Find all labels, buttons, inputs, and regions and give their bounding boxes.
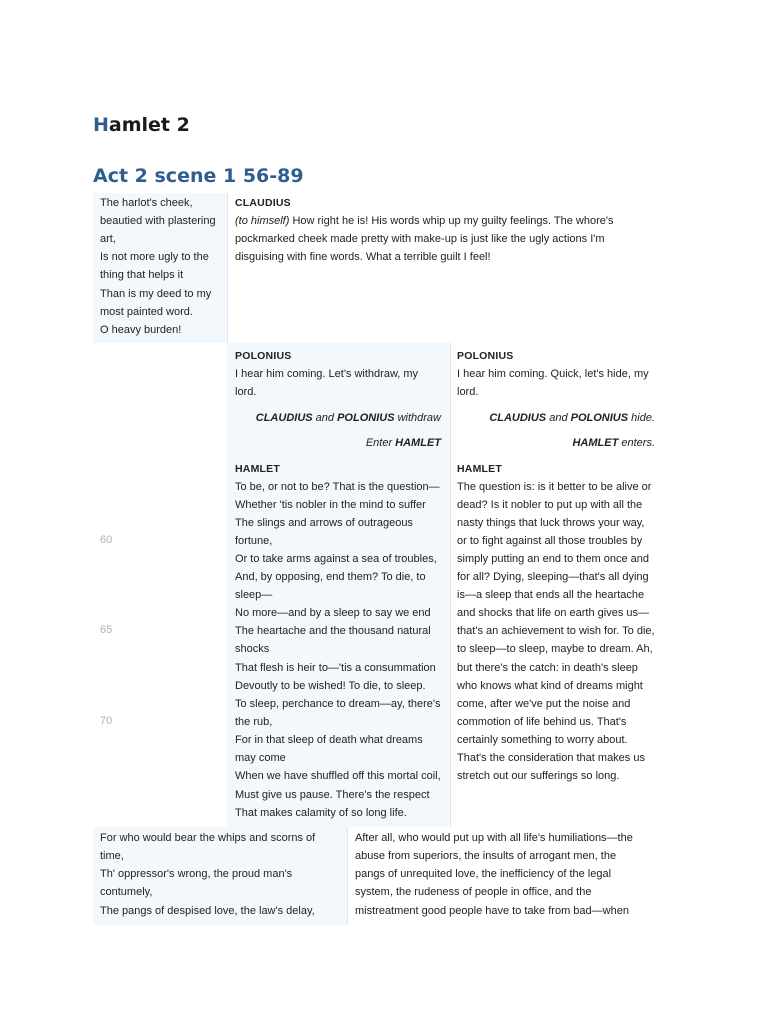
line-number: 65	[100, 624, 113, 636]
document-title	[93, 114, 190, 136]
text-line: beautied with plastering	[100, 215, 216, 227]
text-line: simply putting an end to them once and	[457, 553, 650, 565]
column-divider-top	[227, 193, 228, 343]
title-rest: amlet 2	[108, 114, 190, 136]
text-line: The harlot's cheek,	[100, 197, 193, 209]
text-line: is—a sleep that ends all the heartache	[457, 589, 645, 601]
speaker-hamlet-original: HAMLET	[235, 463, 280, 475]
text-line: the rub,	[235, 716, 273, 728]
text-line: For who would bear the whips and scorns of	[100, 832, 316, 844]
text-line: to sleep—to sleep, maybe to dream. Ah,	[457, 643, 653, 655]
text-line: and shocks that life on earth gives us—	[457, 607, 649, 619]
text-line: art,	[100, 233, 116, 245]
line-number: 70	[100, 715, 113, 727]
stage-direction-withdraw: CLAUDIUS and POLONIUS withdraw	[255, 412, 441, 424]
stage-direction-hide: CLAUDIUS and POLONIUS hide.	[489, 412, 655, 424]
text-line: And, by opposing, end them? To die, to	[235, 571, 426, 583]
section-heading: Act 2 scene 1 56-89	[93, 165, 304, 187]
speaker-claudius: CLAUDIUS	[235, 197, 291, 209]
column-divider-main	[450, 343, 451, 827]
text-line: sleep—	[235, 589, 273, 601]
text-line: I hear him coming. Let's withdraw, my	[235, 368, 419, 380]
text-line: That flesh is heir to—'tis a consummation	[235, 662, 436, 674]
text-line: or to fight against all those troubles by	[457, 535, 643, 547]
title-initial: H	[93, 114, 109, 136]
text-line: abuse from superiors, the insults of arrogant men, the	[355, 850, 617, 862]
text-line: time,	[100, 850, 124, 862]
text-line: come, after we've put the noise and	[457, 698, 631, 710]
text-line: To sleep, perchance to dream—ay, there's	[235, 698, 441, 710]
text-line: The question is: is it better to be alive or	[457, 481, 652, 493]
stage-direction-enter: Enter HAMLET	[365, 437, 441, 449]
text-line: Whether 'tis nobler in the mind to suffer	[235, 499, 426, 511]
text-line: Is not more ugly to the	[100, 251, 209, 263]
text-line: thing that helps it	[100, 269, 184, 281]
text-line: commotion of life behind us. That's	[457, 716, 627, 728]
speaker-polonius-modern: POLONIUS	[457, 350, 514, 362]
text-line: mistreatment good people have to take from bad—when	[355, 905, 629, 917]
line-number: 60	[100, 534, 113, 546]
text-line: stretch out our sufferings so long.	[457, 770, 620, 782]
text-line: After all, who would put up with all life's humiliations—the	[355, 832, 633, 844]
text-line: I hear him coming. Quick, let's hide, my	[457, 368, 649, 380]
text-line: most painted word.	[100, 306, 193, 318]
text-line: O heavy burden!	[100, 324, 182, 336]
speaker-polonius-original: POLONIUS	[235, 350, 292, 362]
text-line: To be, or not to be? That is the question—	[235, 481, 440, 493]
text-line: may come	[235, 752, 286, 764]
text-line: For in that sleep of death what dreams	[235, 734, 423, 746]
text-line: Than is my deed to my	[100, 288, 212, 300]
text-line: The slings and arrows of outrageous	[235, 517, 413, 529]
text-line: dead? Is it nobler to put up with all the	[457, 499, 643, 511]
text-line: system, the rudeness of people in office, and the	[355, 886, 592, 898]
text-line: pangs of unrequited love, the inefficiency of the legal	[355, 868, 612, 880]
text-line: contumely,	[100, 886, 153, 898]
text-line	[235, 212, 614, 230]
text-line: Must give us pause. There's the respect	[235, 789, 430, 801]
text-line: nasty things that luck throws your way,	[457, 517, 645, 529]
text-line: disguising with fine words. What a terrible guilt I feel!	[235, 251, 491, 263]
text-line: shocks	[235, 643, 270, 655]
column-divider-bottom	[347, 827, 348, 925]
text-line: who knows what kind of dreams might	[457, 680, 643, 692]
text-line: lord.	[235, 386, 257, 398]
text-line: Devoutly to be wished! To die, to sleep.	[235, 680, 426, 692]
modern-text: How right he is! His words whip up my guilty feelings. The whore's	[289, 215, 614, 227]
text-line: Or to take arms against a sea of troubles,	[235, 553, 437, 565]
stage-direction-enters: HAMLET enters.	[572, 437, 655, 449]
text-line: That makes calamity of so long life.	[235, 807, 407, 819]
text-line: When we have shuffled off this mortal coil,	[235, 770, 441, 782]
text-line: for all? Dying, sleeping—that's all dying	[457, 571, 649, 583]
text-line: pockmarked cheek made pretty with make-up is just like the ugly actions I'm	[235, 233, 605, 245]
text-line: No more—and by a sleep to say we end	[235, 607, 431, 619]
text-line: fortune,	[235, 535, 273, 547]
text-line: The pangs of despised love, the law's delay,	[100, 905, 315, 917]
stage-direction-aside: (to himself)	[235, 215, 290, 227]
text-line: that's an achievement to wish for. To die,	[457, 625, 655, 637]
text-line: but there's the catch: in death's sleep	[457, 662, 638, 674]
text-line: certainly something to worry about.	[457, 734, 628, 746]
text-line: Th' oppressor's wrong, the proud man's	[100, 868, 293, 880]
text-line: lord.	[457, 386, 479, 398]
text-line: The heartache and the thousand natural	[235, 625, 431, 637]
speaker-hamlet-modern: HAMLET	[457, 463, 502, 475]
text-line: That's the consideration that makes us	[457, 752, 645, 764]
